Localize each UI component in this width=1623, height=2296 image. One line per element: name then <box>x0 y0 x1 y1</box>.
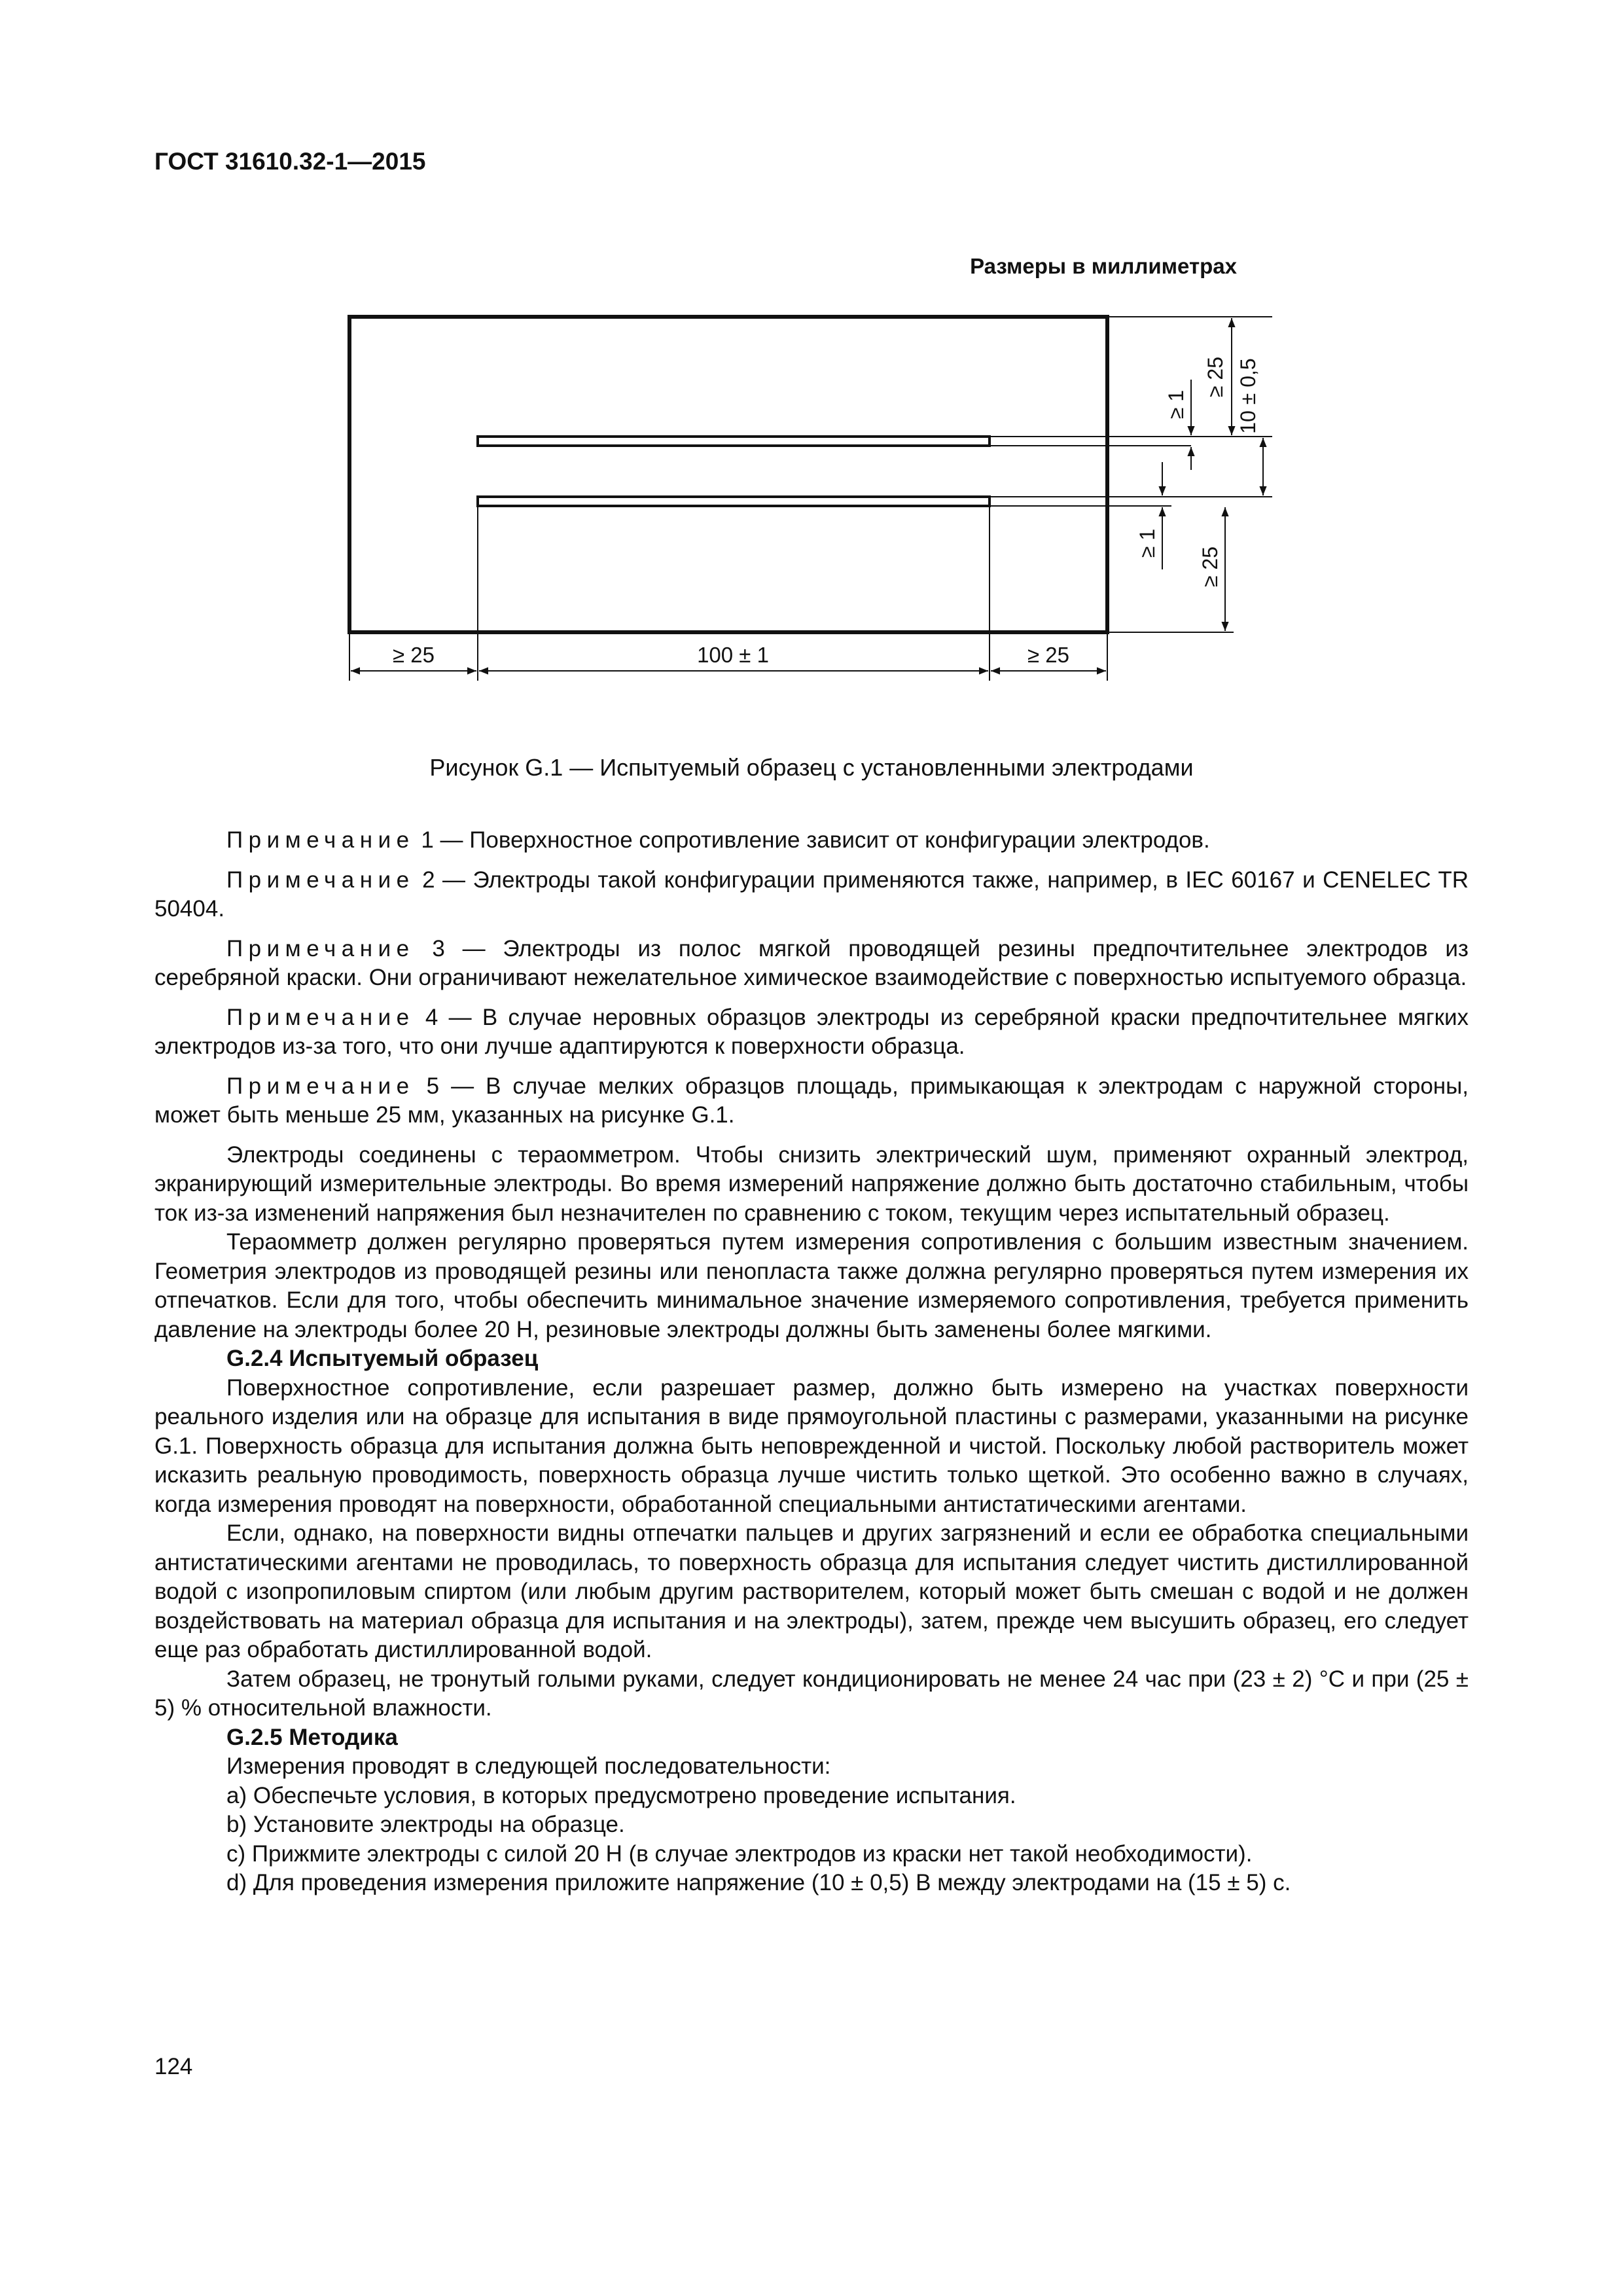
note-4 <box>154 1003 1469 1062</box>
label-electrode-length: 100 ± 1 <box>697 643 769 667</box>
note-text: 5 — В случае мелких образцов площадь, примыкающая к электродам с наружной стороны, может быть меньше 25 мм, указанных на рисунке G.1. <box>154 1073 1469 1128</box>
note-text: 1 — Поверхностное сопротивление зависит от конфигурации электродов. <box>421 827 1210 853</box>
label-right-margin: ≥ 25 <box>1027 643 1069 667</box>
note-1 <box>154 826 1469 855</box>
paragraph-cleaning: Если, однако, на поверхности видны отпечатки пальцев и других загрязнений и если ее обработка специальными антистатическими агентами не проводилась, то поверхность образца для испытания следует чистить дистиллированной водой с изопропиловым спиртом (или любым другим растворителем, который может быть смешан с водой и не должен воздействовать на материал образца для испытания и на электроды), затем, прежде чем высушить образец, его следует еще раз обработать дистиллированной водой. <box>154 1520 1469 1662</box>
page-number: 124 <box>154 2054 193 2079</box>
specimen-figure <box>0 0 1623 733</box>
note-text: 2 — Электроды такой конфигурации применяются также, например, в IEC 60167 и CENELEC TR 50404. <box>154 867 1469 922</box>
section-heading-method: G.2.5 Методика <box>226 1724 398 1750</box>
document-header: ГОСТ 31610.32-1—2015 <box>154 148 426 175</box>
step-item: a) Обеспечьте условия, в которых предусмотрено проведение испытания. <box>226 1782 1016 1808</box>
figure-caption: Рисунок G.1 — Испытуемый образец с установленными электродами <box>429 754 1194 781</box>
note-label: Примечание <box>226 827 415 853</box>
step-item: b) Установите электроды на образце. <box>226 1812 625 1837</box>
electrode-bottom <box>478 497 990 506</box>
note-label: Примечание <box>226 1073 415 1099</box>
note-text: 4 — В случае неровных образцов электроды из серебряной краски предпочтительнее мягких электродов из-за того, что они лучше адаптируются к поверхности образца. <box>154 1004 1469 1059</box>
label-left-margin: ≥ 25 <box>393 643 435 667</box>
label-top-margin: ≥ 25 <box>1204 356 1227 398</box>
step-item: d) Для проведения измерения приложите напряжение (10 ± 0,5) В между электродами на (15 ± 5) с. <box>226 1870 1291 1895</box>
paragraph-teraohmmeter: Электроды соединены с тераомметром. Чтобы снизить электрический шум, применяют охранный электрод, экранирующий измерительные электроды. Во время измерений напряжение должно быть достаточно стабильным, чтобы ток из-за изменений напряжения был незначителен по сравнению с током, текущим через испытательный образец. <box>154 1141 1469 1226</box>
note-text: 3 — Электроды из полос мягкой проводящей резины предпочтительнее электродов из серебряной краски. Они ограничивают нежелательное химическое взаимодействие с поверхностью испытуемого образца. <box>154 935 1469 990</box>
label-bottom-margin: ≥ 25 <box>1198 546 1222 588</box>
step-item: c) Прижмите электроды с силой 20 Н (в случае электродов из краски нет такой необходимости). <box>226 1840 1253 1867</box>
note-label: Примечание <box>226 1004 415 1030</box>
paragraph-sequence: Измерения проводят в следующей последовательности: <box>226 1753 831 1779</box>
paragraph-specimen: Поверхностное сопротивление, если разрешает размер, должно быть измерено на участках поверхности реального изделия или на образце для испытания в виде прямоугольной пластины с размерами, указанными на рисунке G.1. Поверхность образца для испытания должна быть неповрежденной и чистой. Поскольку любой растворитель может исказить реальную проводимость, поверхность образца лучше чистить только щеткой. Это особенно важно в случаях, когда измерения проводят на поверхности, обработанной специальными антистатическими агентами. <box>154 1374 1469 1517</box>
label-electrode-width-top: ≥ 1 <box>1164 389 1188 420</box>
note-label: Примечание <box>226 867 415 893</box>
paragraph-conditioning: Затем образец, не тронутый голыми руками, следует кондиционировать не менее 24 час при (23 ± 2) °С и при (25 ± 5) % относительной влажности. <box>154 1666 1469 1721</box>
label-gap: 10 ± 0,5 <box>1236 358 1260 434</box>
note-2 <box>154 866 1469 924</box>
note-3 <box>154 935 1469 993</box>
label-electrode-width-bottom: ≥ 1 <box>1135 528 1159 558</box>
section-heading-specimen: G.2.4 Испытуемый образец <box>226 1346 539 1371</box>
units-note: Размеры в миллиметрах <box>970 254 1237 278</box>
electrode-top <box>478 437 990 446</box>
note-5 <box>154 1072 1469 1130</box>
specimen-plate <box>349 317 1107 632</box>
paragraph-verification: Тераомметр должен регулярно проверяться путем измерения сопротивления с большим известным значением. Геометрия электродов из проводящей резины или пенопласта также должна регулярно проверяться путем измерения их отпечатков. Если для того, чтобы обеспечить минимальное значение измеряемого сопротивления, требуется применить давление на электроды более 20 Н, резиновые электроды должны быть заменены более мягкими. <box>154 1229 1469 1342</box>
document-body <box>154 826 1469 1898</box>
note-label: Примечание <box>226 935 415 961</box>
